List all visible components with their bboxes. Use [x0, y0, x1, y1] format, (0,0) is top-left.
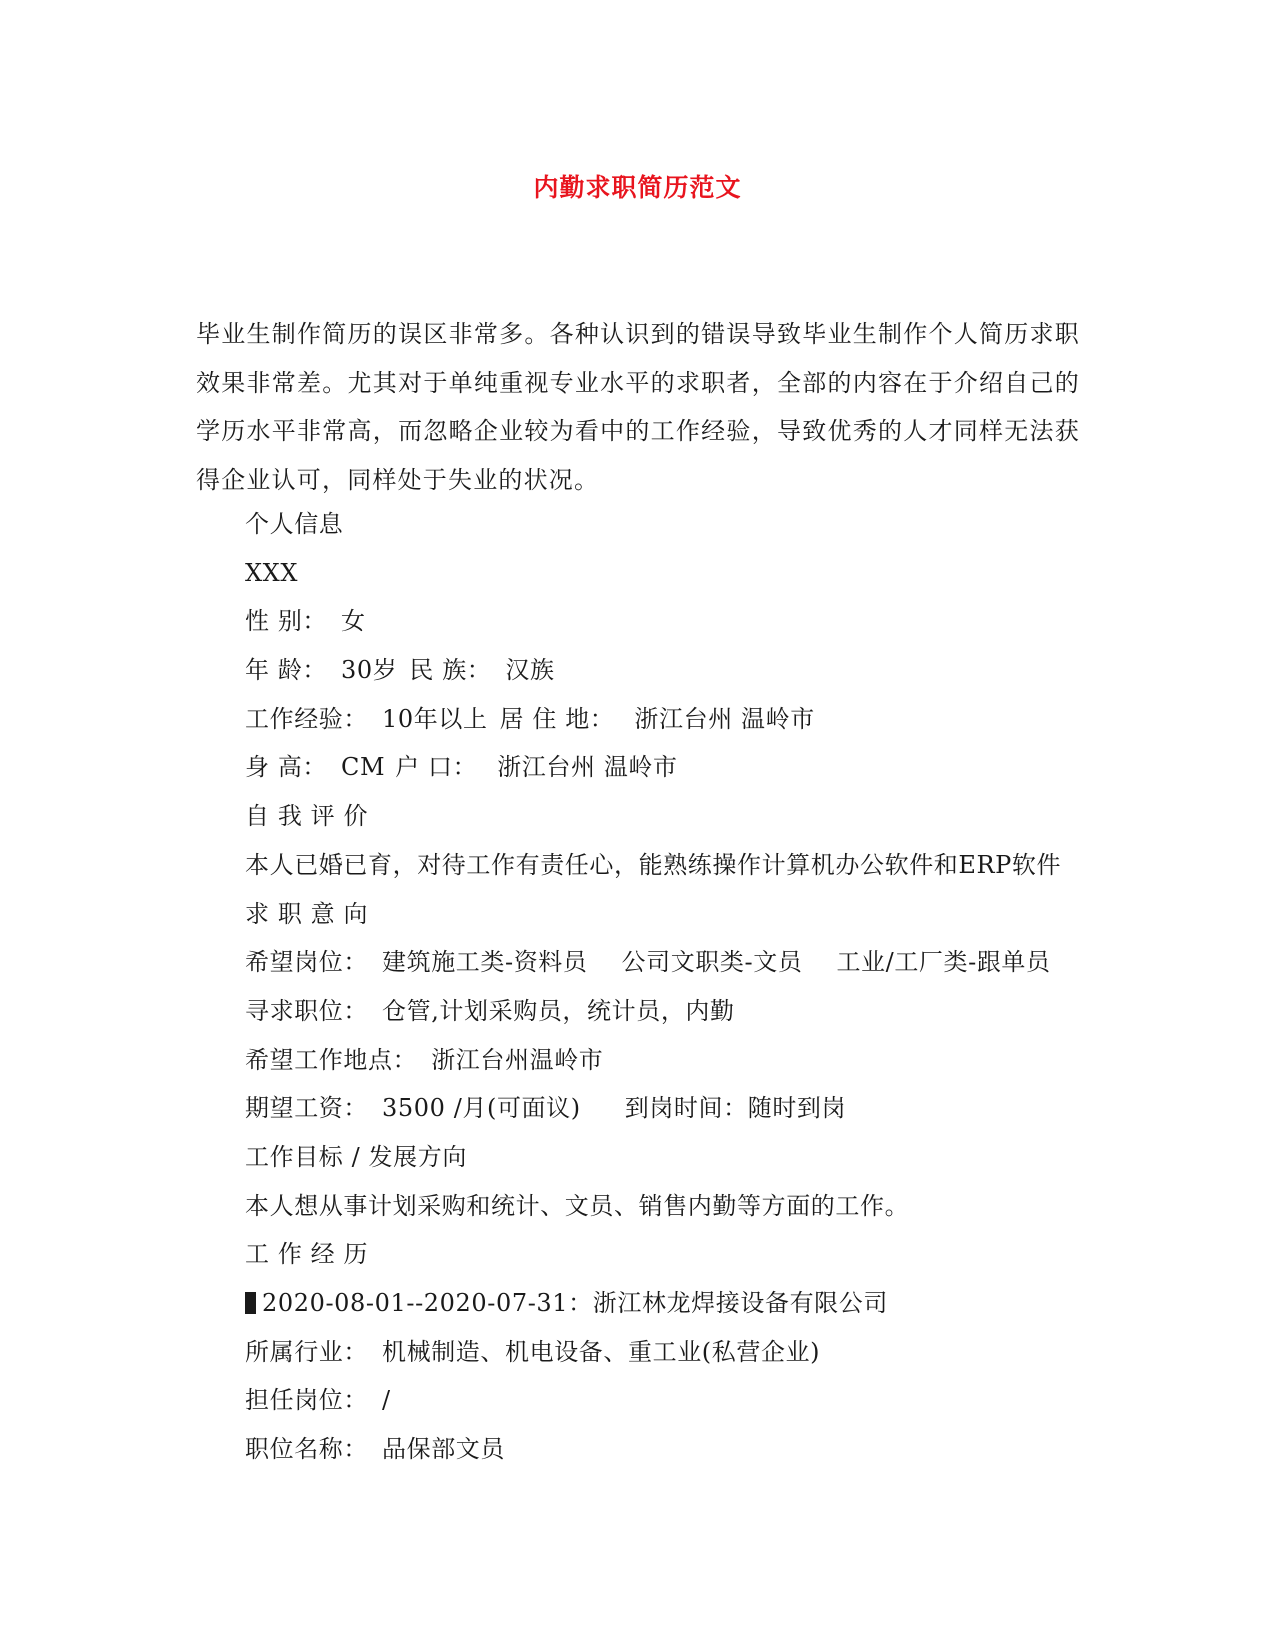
desired-position-1: 建筑施工类-资料员 [382, 948, 588, 977]
hukou-label: 户 口： [395, 753, 478, 782]
seek-position-label: 寻求职位： [245, 996, 368, 1025]
experience-value: 10年以上 [382, 704, 488, 733]
job-title-value: 品保部文员 [382, 1435, 505, 1464]
seek-position-line [245, 987, 1125, 1036]
salary-value: 3500 /月(可面议) [382, 1094, 581, 1123]
personal-info-heading: 个人信息 [245, 510, 344, 538]
document-title: 内勤求职简历范文 [533, 173, 742, 202]
height-value: CM [341, 753, 386, 782]
desired-position-2: 公司文职类-文员 [621, 948, 803, 977]
salary-label: 期望工资： [245, 1094, 368, 1123]
age-value: 30岁 [341, 656, 398, 685]
residence-label: 居 住 地： [499, 704, 615, 733]
experience-label: 工作经验： [245, 704, 368, 733]
arrival-value: 随时到岗 [747, 1094, 847, 1123]
intro-paragraph: 毕业生制作简历的误区非常多。各种认识到的错误导致毕业生制作个人简历求职效果非常差。尤其对于单纯重视专业水平的求职者，全部的内容在于介绍自己的学历水平非常高，而忽略企业较为看中的工作经验，导致优秀的人才同样无法获得企业认可，同样处于失业的状况。 [196, 320, 1080, 494]
ethnicity-label: 民 族： [409, 656, 492, 685]
gender-line [245, 597, 1125, 646]
height-label: 身 高： [245, 753, 328, 782]
self-eval-heading: 自 我 评 价 [245, 802, 369, 831]
age-ethnicity-line [245, 646, 1125, 695]
hukou-value: 浙江台州 温岭市 [497, 753, 678, 782]
industry-label: 所属行业： [245, 1337, 368, 1366]
gender-label: 性 别： [245, 607, 328, 636]
goal-text: 本人想从事计划采购和统计、文员、销售内勤等方面的工作。 [245, 1191, 910, 1220]
industry-value: 机械制造、机电设备、重工业(私营企业) [382, 1337, 821, 1366]
intent-heading: 求 职 意 向 [245, 899, 369, 928]
residence-value: 浙江台州 温岭市 [634, 704, 815, 733]
height-hukou-line [245, 743, 1125, 792]
role-label: 担任岗位： [245, 1386, 368, 1415]
industry-line [245, 1328, 1125, 1377]
role-line [245, 1376, 1125, 1425]
seek-position-value: 仓管,计划采购员，统计员，内勤 [382, 996, 735, 1025]
resume-body [245, 500, 1125, 1474]
experience-residence-line [245, 695, 1125, 744]
gender-value: 女 [341, 607, 366, 636]
name-line: XXX [245, 558, 299, 587]
job-period: 2020-08-01--2020-07-31： [262, 1289, 593, 1317]
salary-line [245, 1084, 1125, 1133]
job-title-label: 职位名称： [245, 1435, 368, 1464]
age-label: 年 龄： [245, 656, 328, 685]
arrival-label: 到岗时间： [624, 1094, 748, 1123]
square-bullet-icon [245, 1292, 256, 1314]
job-entry-line [245, 1279, 1125, 1328]
goal-heading: 工作目标 / 发展方向 [245, 1142, 467, 1171]
work-history-heading: 工 作 经 历 [245, 1240, 369, 1269]
job-title-line [245, 1425, 1125, 1474]
job-company: 浙江林龙焊接设备有限公司 [592, 1289, 888, 1317]
desired-position-label: 希望岗位： [245, 948, 368, 977]
desired-position-line [245, 938, 1125, 987]
desired-location-value: 浙江台州温岭市 [431, 1045, 604, 1074]
role-value: / [382, 1386, 391, 1415]
self-eval-text: 本人已婚已育，对待工作有责任心，能熟练操作计算机办公软件和ERP软件 [245, 850, 1062, 879]
ethnicity-value: 汉族 [505, 656, 555, 685]
desired-position-3: 工业/工厂类-跟单员 [836, 948, 1051, 977]
desired-location-label: 希望工作地点： [245, 1045, 418, 1074]
desired-location-line [245, 1036, 1125, 1085]
